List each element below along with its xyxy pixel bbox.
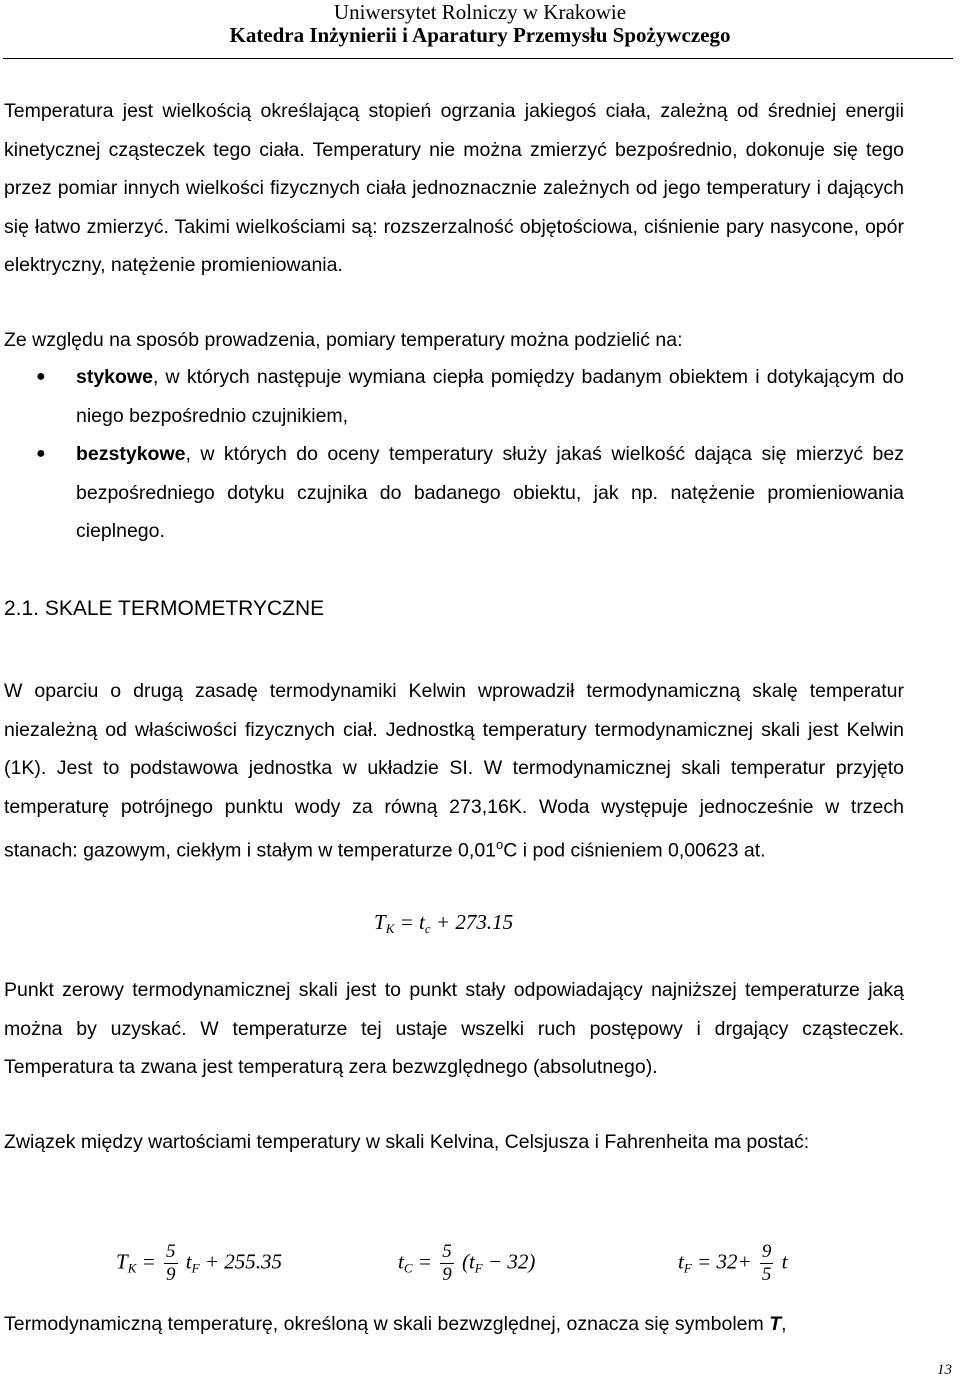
eq-paren: ( [461,1249,469,1274]
page-number: 13 [937,1362,952,1378]
equation-kelvin-fahrenheit [116,1241,282,1286]
classification-list [0,358,960,551]
eq-symbol: T [374,910,386,934]
symbol-paragraph [4,1305,904,1344]
symbol-T: T [769,1313,782,1335]
header-rule [3,58,953,59]
symbol-paragraph-text: Termodynamiczną temperaturę, określoną w skali bezwzględnej, oznacza się symbolem [4,1313,770,1335]
scale-paragraph [4,672,904,870]
symbol-paragraph-post: , [781,1313,787,1335]
eq-subscript: F [191,1260,200,1276]
relation-paragraph: Związek między wartościami temperatury w skali Kelvina, Celsjusza i Fahrenheita ma postać: [4,1131,810,1153]
equation-fahrenheit-celsius [678,1241,787,1286]
eq-constant: 32+ [716,1249,752,1274]
eq-constant: + 255.35 [204,1249,282,1274]
eq-subscript: F [474,1260,483,1276]
scale-paragraph-tail: C i pod ciśnieniem 0,00623 at. [503,839,766,862]
eq-paren: ) [528,1249,536,1274]
eq-symbol: T [116,1249,128,1274]
classification-lead: Ze względu na sposób prowadzenia, pomiary temperatury można podzielić na: [4,329,683,351]
bullet-icon: ● [36,445,46,462]
fraction-denominator: 9 [166,1264,176,1285]
zero-point-paragraph: Punkt zerowy termodynamicznej skali jest to punkt stały odpowiadający najniższej temperaturze jaką można by uzyskać. W temperaturze tej ustaje wszelki ruch postępowy i drgający cząsteczek. Temperatura ta zwana jest temperaturą zera bezwzględnego (absolutnego). [4,979,904,1078]
eq-fraction [440,1241,454,1286]
fraction-numerator: 5 [166,1241,176,1262]
eq-symbol: t [678,1249,684,1274]
list-item-text: , w których do oceny temperatury służy jakaś wielkość dająca się mierzyć bez bezpośredniego dotyku czujnika do badanego obiektu, jak np. natężenie promieniowania cieplnego. [76,443,904,542]
bullet-icon: ● [36,368,46,385]
equation-kelvin-celsius [374,910,513,937]
list-item-text: , w których następuje wymiana ciepła pomiędzy badanym obiektem i dotykającym do niego bezpośrednio czujnikiem, [76,366,904,427]
list-item-term: stykowe [76,366,153,388]
eq-fraction [760,1241,774,1286]
eq-operator: = [399,910,414,934]
scale-paragraph-text: W oparciu o drugą zasadę termodynamiki Kelwin wprowadził termodynamiczną skalę temperatur niezależną od właściwości fizycznych ciał. Jednostką temperatury termodynamicznej skali jest Kelwin (1K). Jest to podstawowa jednostka w układzie SI. W termodynamicznej skali temperatur przyjęto temperaturę potrójnego punktu wody za równą 273,16K. Woda występuje jednocześnie w trzech stanach: gazowym, ciekłym i stałym w temperaturze 0,01 [4,680,904,862]
eq-symbol: t [781,1249,788,1274]
degree-superscript: o [496,837,504,852]
list-item [0,435,904,551]
eq-subscript: K [385,921,395,936]
intro-paragraph: Temperatura jest wielkością określającą stopień ogrzania jakiegoś ciała, zależną od średniej energii kinetycznej cząsteczek tego ciała. Temperatury nie można zmierzyć bezpośrednio, dokonuje się tego przez pomiar innych wielkości fizycznych ciała jednoznacznie zależnych od jego temperatury i dających się łatwo zmierzyć. Takimi wielkościami są: rozszerzalność objętościowa, ciśnienie pary nasycone, opór elektryczny, natężenie promieniowania. [4,100,904,276]
eq-symbol: t [468,1249,475,1274]
eq-operator: = [697,1249,712,1274]
eq-operator: = [141,1249,156,1274]
eq-subscript: K [127,1260,137,1276]
eq-subscript: C [403,1260,413,1276]
fraction-numerator: 9 [761,1241,772,1262]
section-heading: 2.1. SKALE TERMOMETRYCZNE [4,597,325,620]
fraction-denominator: 9 [442,1264,452,1285]
eq-symbol: t [419,910,425,934]
fraction-numerator: 5 [442,1241,452,1262]
header-department: Katedra Inżynierii i Aparatury Przemysłu Spożywczego [229,23,731,47]
list-item [0,358,904,435]
eq-operator: = [417,1249,432,1274]
equation-celsius-fahrenheit [398,1241,535,1286]
eq-subscript: F [683,1260,692,1276]
eq-symbol: t [398,1249,404,1274]
eq-constant: + 273.15 [435,910,514,934]
eq-symbol: t [185,1249,192,1274]
header-university: Uniwersytet Rolniczy w Krakowie [333,0,627,24]
fraction-denominator: 5 [761,1264,772,1285]
eq-constant: − 32 [487,1249,529,1274]
eq-fraction [164,1241,178,1286]
eq-subscript: c [424,921,431,936]
list-item-term: bezstykowe [76,443,186,465]
